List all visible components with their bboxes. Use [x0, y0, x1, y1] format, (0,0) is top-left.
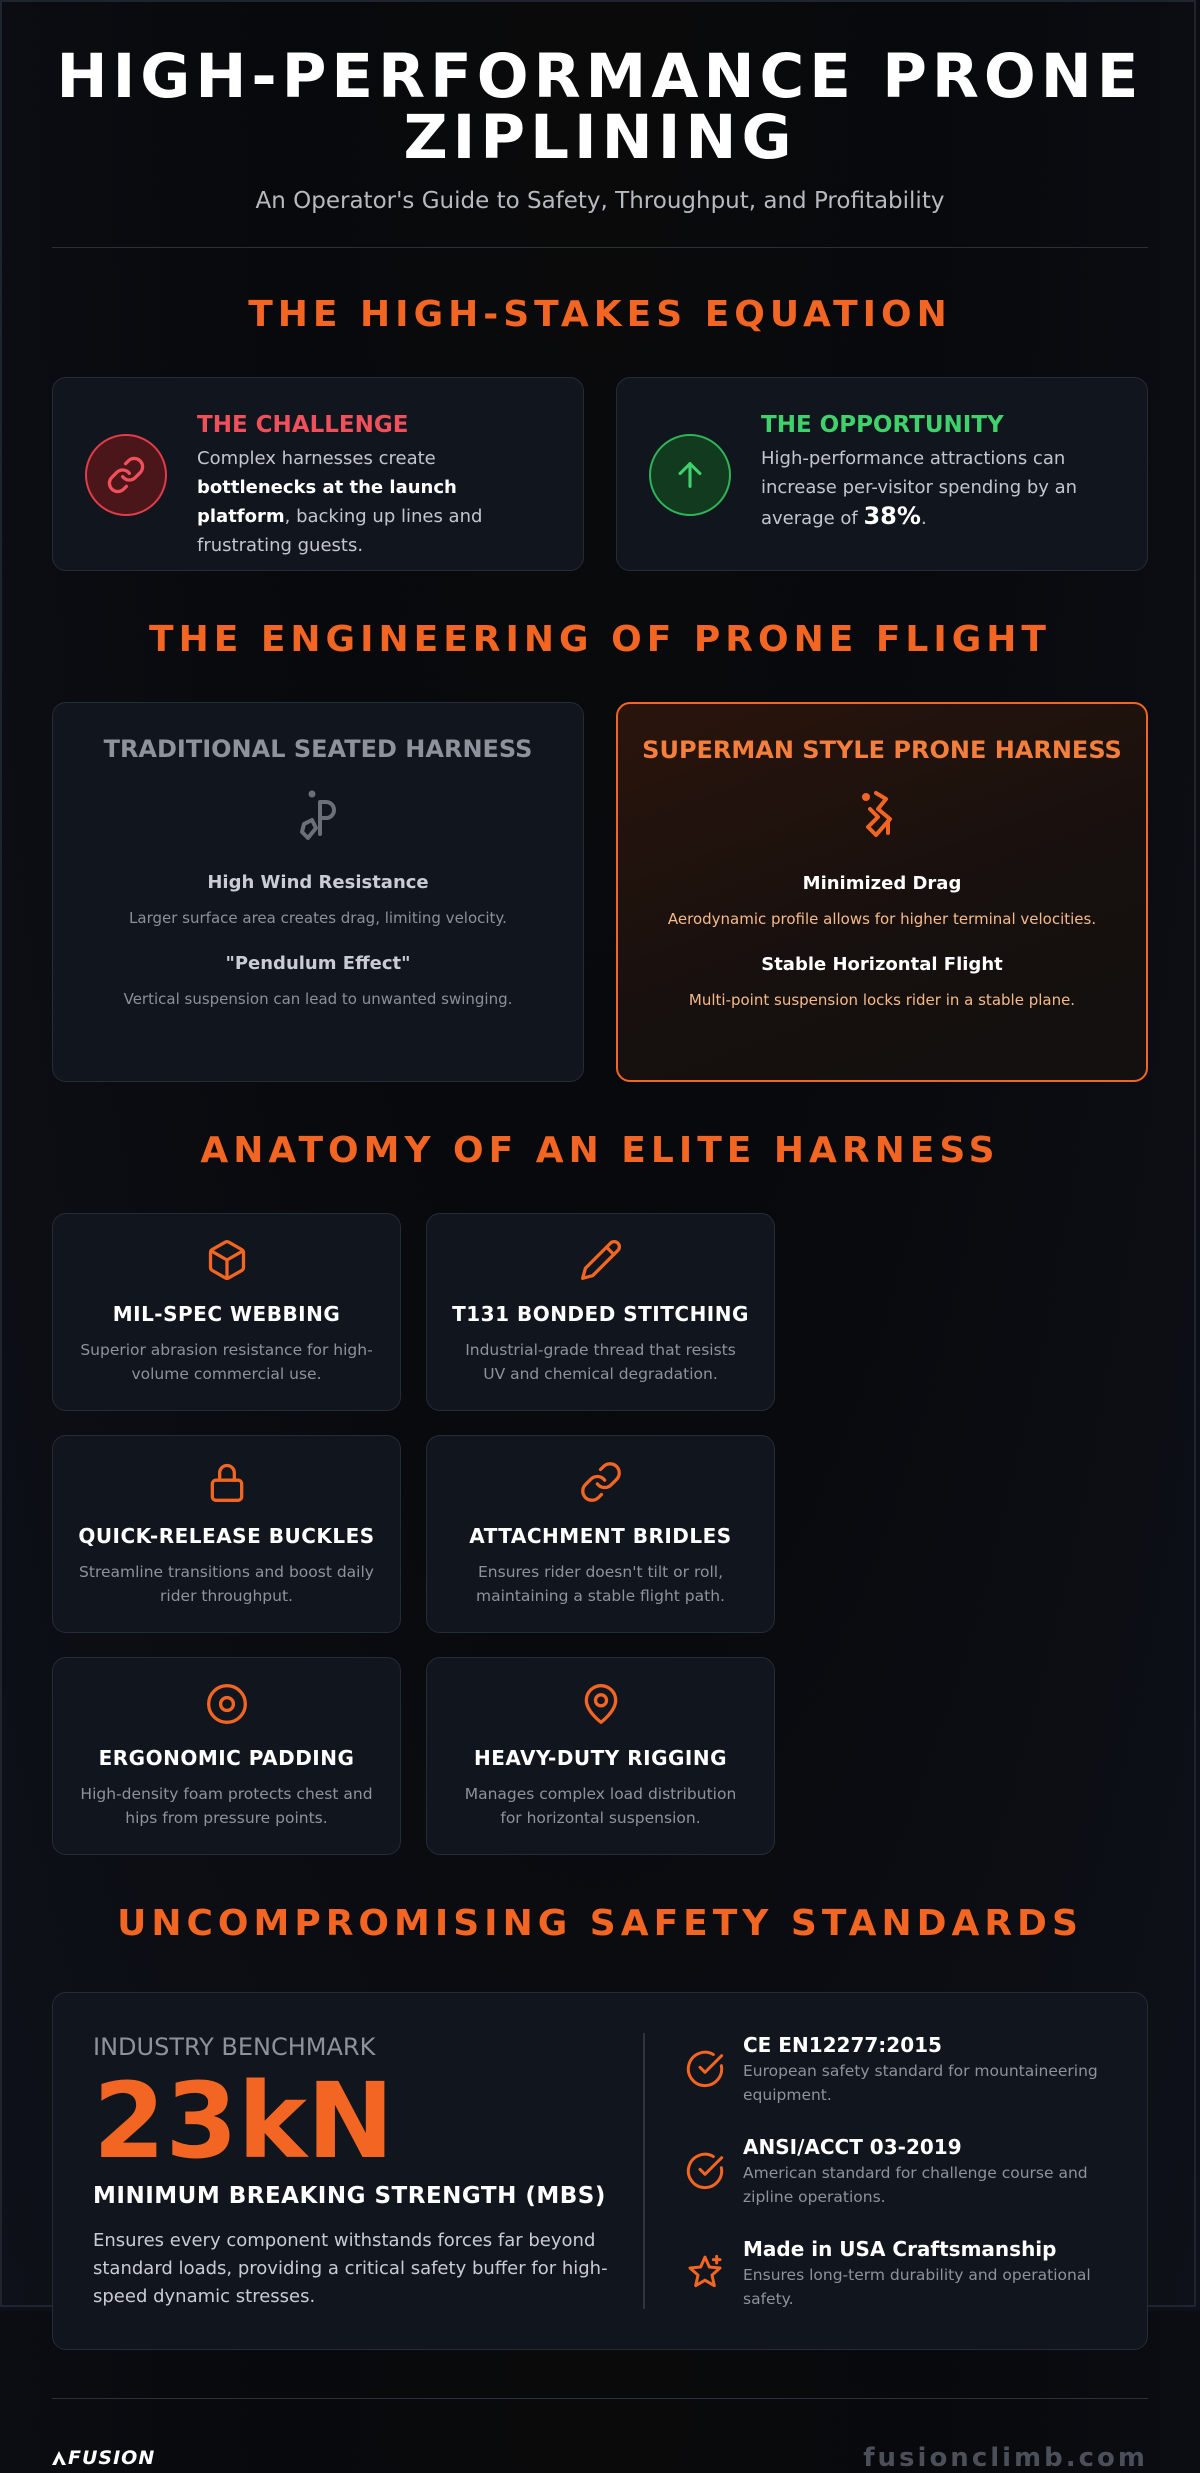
standard-title: Made in USA Craftsmanship [743, 2237, 1057, 2261]
sparkle-star-icon [685, 2253, 725, 2297]
logo-mark-icon [52, 2451, 66, 2465]
feature-title: T131 BONDED STITCHING [452, 1302, 749, 1326]
lock-icon [53, 1460, 400, 1508]
standard-item [685, 2135, 1107, 2209]
standard-title: ANSI/ACCT 03-2019 [743, 2135, 962, 2159]
target-icon [53, 1682, 400, 1730]
opportunity-text: High-performance attractions can increase per-visitor spending by an average of 38%. [761, 448, 1078, 530]
safety-card [52, 1992, 1148, 2350]
prone-rider-icon [618, 787, 1146, 847]
feature-title: QUICK-RELEASE BUCKLES [78, 1524, 375, 1548]
prone-point-title: Stable Horizontal Flight [761, 954, 1003, 975]
prone-harness-card [616, 702, 1148, 1082]
footer-divider [52, 2398, 1148, 2399]
fusion-logo [52, 2447, 155, 2469]
challenge-text: Complex harnesses create bottlenecks at the launch platform, backing up lines and frustrating guests. [197, 448, 483, 556]
feature-card [426, 1657, 775, 1855]
benchmark-label: INDUSTRY BENCHMARK [93, 2033, 376, 2061]
section-title-stakes: THE HIGH-STAKES EQUATION [248, 294, 952, 335]
website-link[interactable]: fusionclimb.com [863, 2443, 1148, 2473]
footer [52, 2443, 1148, 2473]
feature-desc: Manages complex load distribution for horizontal suspension. [464, 1785, 737, 1827]
standard-desc: Ensures long-term durability and operational safety. [743, 2266, 1091, 2308]
benchmark-panel [93, 2033, 645, 2309]
feature-card [52, 1657, 401, 1855]
prone-point-desc: Multi-point suspension locks rider in a stable plane. [688, 991, 1076, 1009]
infographic [52, 0, 1148, 2473]
feature-card [52, 1213, 401, 1411]
section-title-engineering: THE ENGINEERING OF PRONE FLIGHT [149, 619, 1051, 660]
harness-comparison [52, 702, 1148, 1082]
page-subtitle: An Operator's Guide to Safety, Throughput, and Profitability [255, 188, 945, 214]
traditional-harness-card [52, 702, 584, 1082]
seated-rider-icon [53, 786, 583, 846]
standard-desc: European safety standard for mountaineering equipment. [743, 2062, 1098, 2104]
traditional-heading: TRADITIONAL SEATED HARNESS [103, 735, 533, 763]
feature-title: ATTACHMENT BRIDLES [469, 1524, 732, 1548]
benchmark-desc: Ensures every component withstands forces far beyond standard loads, providing a critical safety buffer for high-speed dynamic stresses. [93, 2230, 608, 2307]
benchmark-name: MINIMUM BREAKING STRENGTH (MBS) [93, 2183, 606, 2209]
feature-card [426, 1213, 775, 1411]
traditional-point-desc: Vertical suspension can lead to unwanted swinging. [123, 990, 513, 1008]
feature-desc: Streamline transitions and boost daily rider throughput. [79, 1563, 374, 1605]
feature-desc: Superior abrasion resistance for high-volume commercial use. [80, 1341, 373, 1383]
check-circle-icon [685, 2049, 725, 2093]
page-title: HIGH-PERFORMANCE PRONE ZIPLINING [56, 41, 1144, 173]
standard-item [685, 2033, 1107, 2107]
challenge-heading: THE CHALLENGE [197, 412, 409, 438]
prone-point-title: Minimized Drag [802, 873, 962, 894]
prone-heading: SUPERMAN STYLE PRONE HARNESS [642, 736, 1122, 764]
feature-card [52, 1435, 401, 1633]
prone-point-desc: Aerodynamic profile allows for higher terminal velocities. [667, 910, 1097, 928]
feature-desc: Ensures rider doesn't tilt or roll, maintaining a stable flight path. [476, 1563, 725, 1605]
feature-desc: Industrial-grade thread that resists UV and chemical degradation. [465, 1341, 736, 1383]
arrow-up-icon [649, 434, 731, 516]
map-pin-icon [427, 1682, 774, 1730]
standard-desc: American standard for challenge course and zipline operations. [743, 2164, 1088, 2206]
benchmark-value: 23kN [93, 2060, 394, 2182]
standards-list [645, 2033, 1107, 2349]
traditional-point-title: High Wind Resistance [207, 872, 429, 893]
standard-item [685, 2237, 1107, 2311]
opportunity-heading: THE OPPORTUNITY [761, 412, 1004, 438]
feature-grid [52, 1213, 1148, 1855]
box-icon [53, 1238, 400, 1286]
pencil-icon [427, 1238, 774, 1286]
section-title-safety: UNCOMPROMISING SAFETY STANDARDS [117, 1903, 1083, 1944]
feature-title: MIL-SPEC WEBBING [112, 1302, 341, 1326]
feature-title: HEAVY-DUTY RIGGING [473, 1746, 728, 1770]
feature-title: ERGONOMIC PADDING [98, 1746, 355, 1770]
check-circle-icon [685, 2151, 725, 2195]
traditional-point-title: "Pendulum Effect" [225, 953, 411, 974]
standard-title: CE EN12277:2015 [743, 2033, 942, 2057]
opportunity-card [616, 377, 1148, 571]
logo-text: FUSION [68, 2447, 156, 2469]
feature-card [426, 1435, 775, 1633]
traditional-point-desc: Larger surface area creates drag, limiting velocity. [129, 909, 507, 927]
stakes-row [52, 377, 1148, 571]
feature-desc: High-density foam protects chest and hips from pressure points. [80, 1785, 373, 1827]
divider [52, 247, 1148, 248]
link-icon [85, 434, 167, 516]
section-title-anatomy: ANATOMY OF AN ELITE HARNESS [200, 1130, 1000, 1171]
challenge-card [52, 377, 584, 571]
link-icon [427, 1460, 774, 1508]
